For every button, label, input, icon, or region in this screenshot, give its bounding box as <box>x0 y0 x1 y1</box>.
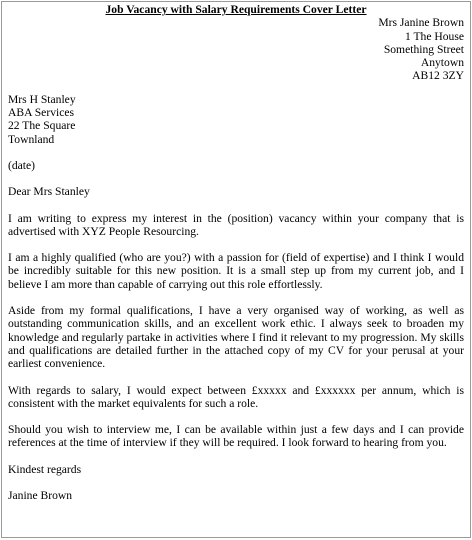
body-paragraph-interview: Should you wish to interview me, I can be available within just a few days and I can provide references at the time of interview if they will be required. I look forward to hearing from you. <box>8 423 464 450</box>
sender-town: Anytown <box>420 56 464 70</box>
recipient-company: ABA Services <box>8 106 75 120</box>
body-paragraph-qualified: I am a highly qualified (who are you?) with a passion for (field of expertise) and I think I would be incredibly suitable for this new position. It is a small step up from my current job, and I believe I am more than capable of carrying out this role effortlessly. <box>8 251 464 291</box>
body-paragraph-salary: With regards to salary, I would expect between £xxxxx and £xxxxxx per annum, which is consistent with the market equivalents for such a role. <box>8 383 464 410</box>
letter-date: (date) <box>8 158 36 172</box>
body-paragraph-skills: Aside from my formal qualifications, I have a very organised way of working, as well as outstanding communication skills, and an excellent work ethic. I always seek to broaden my knowledge and regularly partake in activities where I find it relevant to my progression. My skills and qualifications are detailed further in the attached copy of my CV for your perusal at your earliest convenience. <box>8 304 464 371</box>
signature-name: Janine Brown <box>8 489 73 503</box>
closing: Kindest regards <box>8 462 82 476</box>
sender-address <box>8 16 464 82</box>
recipient-town: Townland <box>8 132 55 146</box>
recipient-address <box>8 93 464 146</box>
letter-page <box>1 1 471 538</box>
recipient-street: 22 The Square <box>8 119 76 133</box>
sender-address-line-2: Something Street <box>383 42 464 56</box>
recipient-name: Mrs H Stanley <box>8 92 76 106</box>
sender-name: Mrs Janine Brown <box>378 16 464 30</box>
letter-title: Job Vacancy with Salary Requirements Cover Letter <box>105 3 367 16</box>
body-paragraph-interest: I am writing to express my interest in the (position) vacancy within your company that is advertised with XYZ People Resourcing. <box>8 211 464 238</box>
salutation: Dear Mrs Stanley <box>8 185 90 199</box>
sender-address-line-1: 1 The House <box>404 29 464 43</box>
sender-postcode: AB12 3ZY <box>412 69 464 83</box>
